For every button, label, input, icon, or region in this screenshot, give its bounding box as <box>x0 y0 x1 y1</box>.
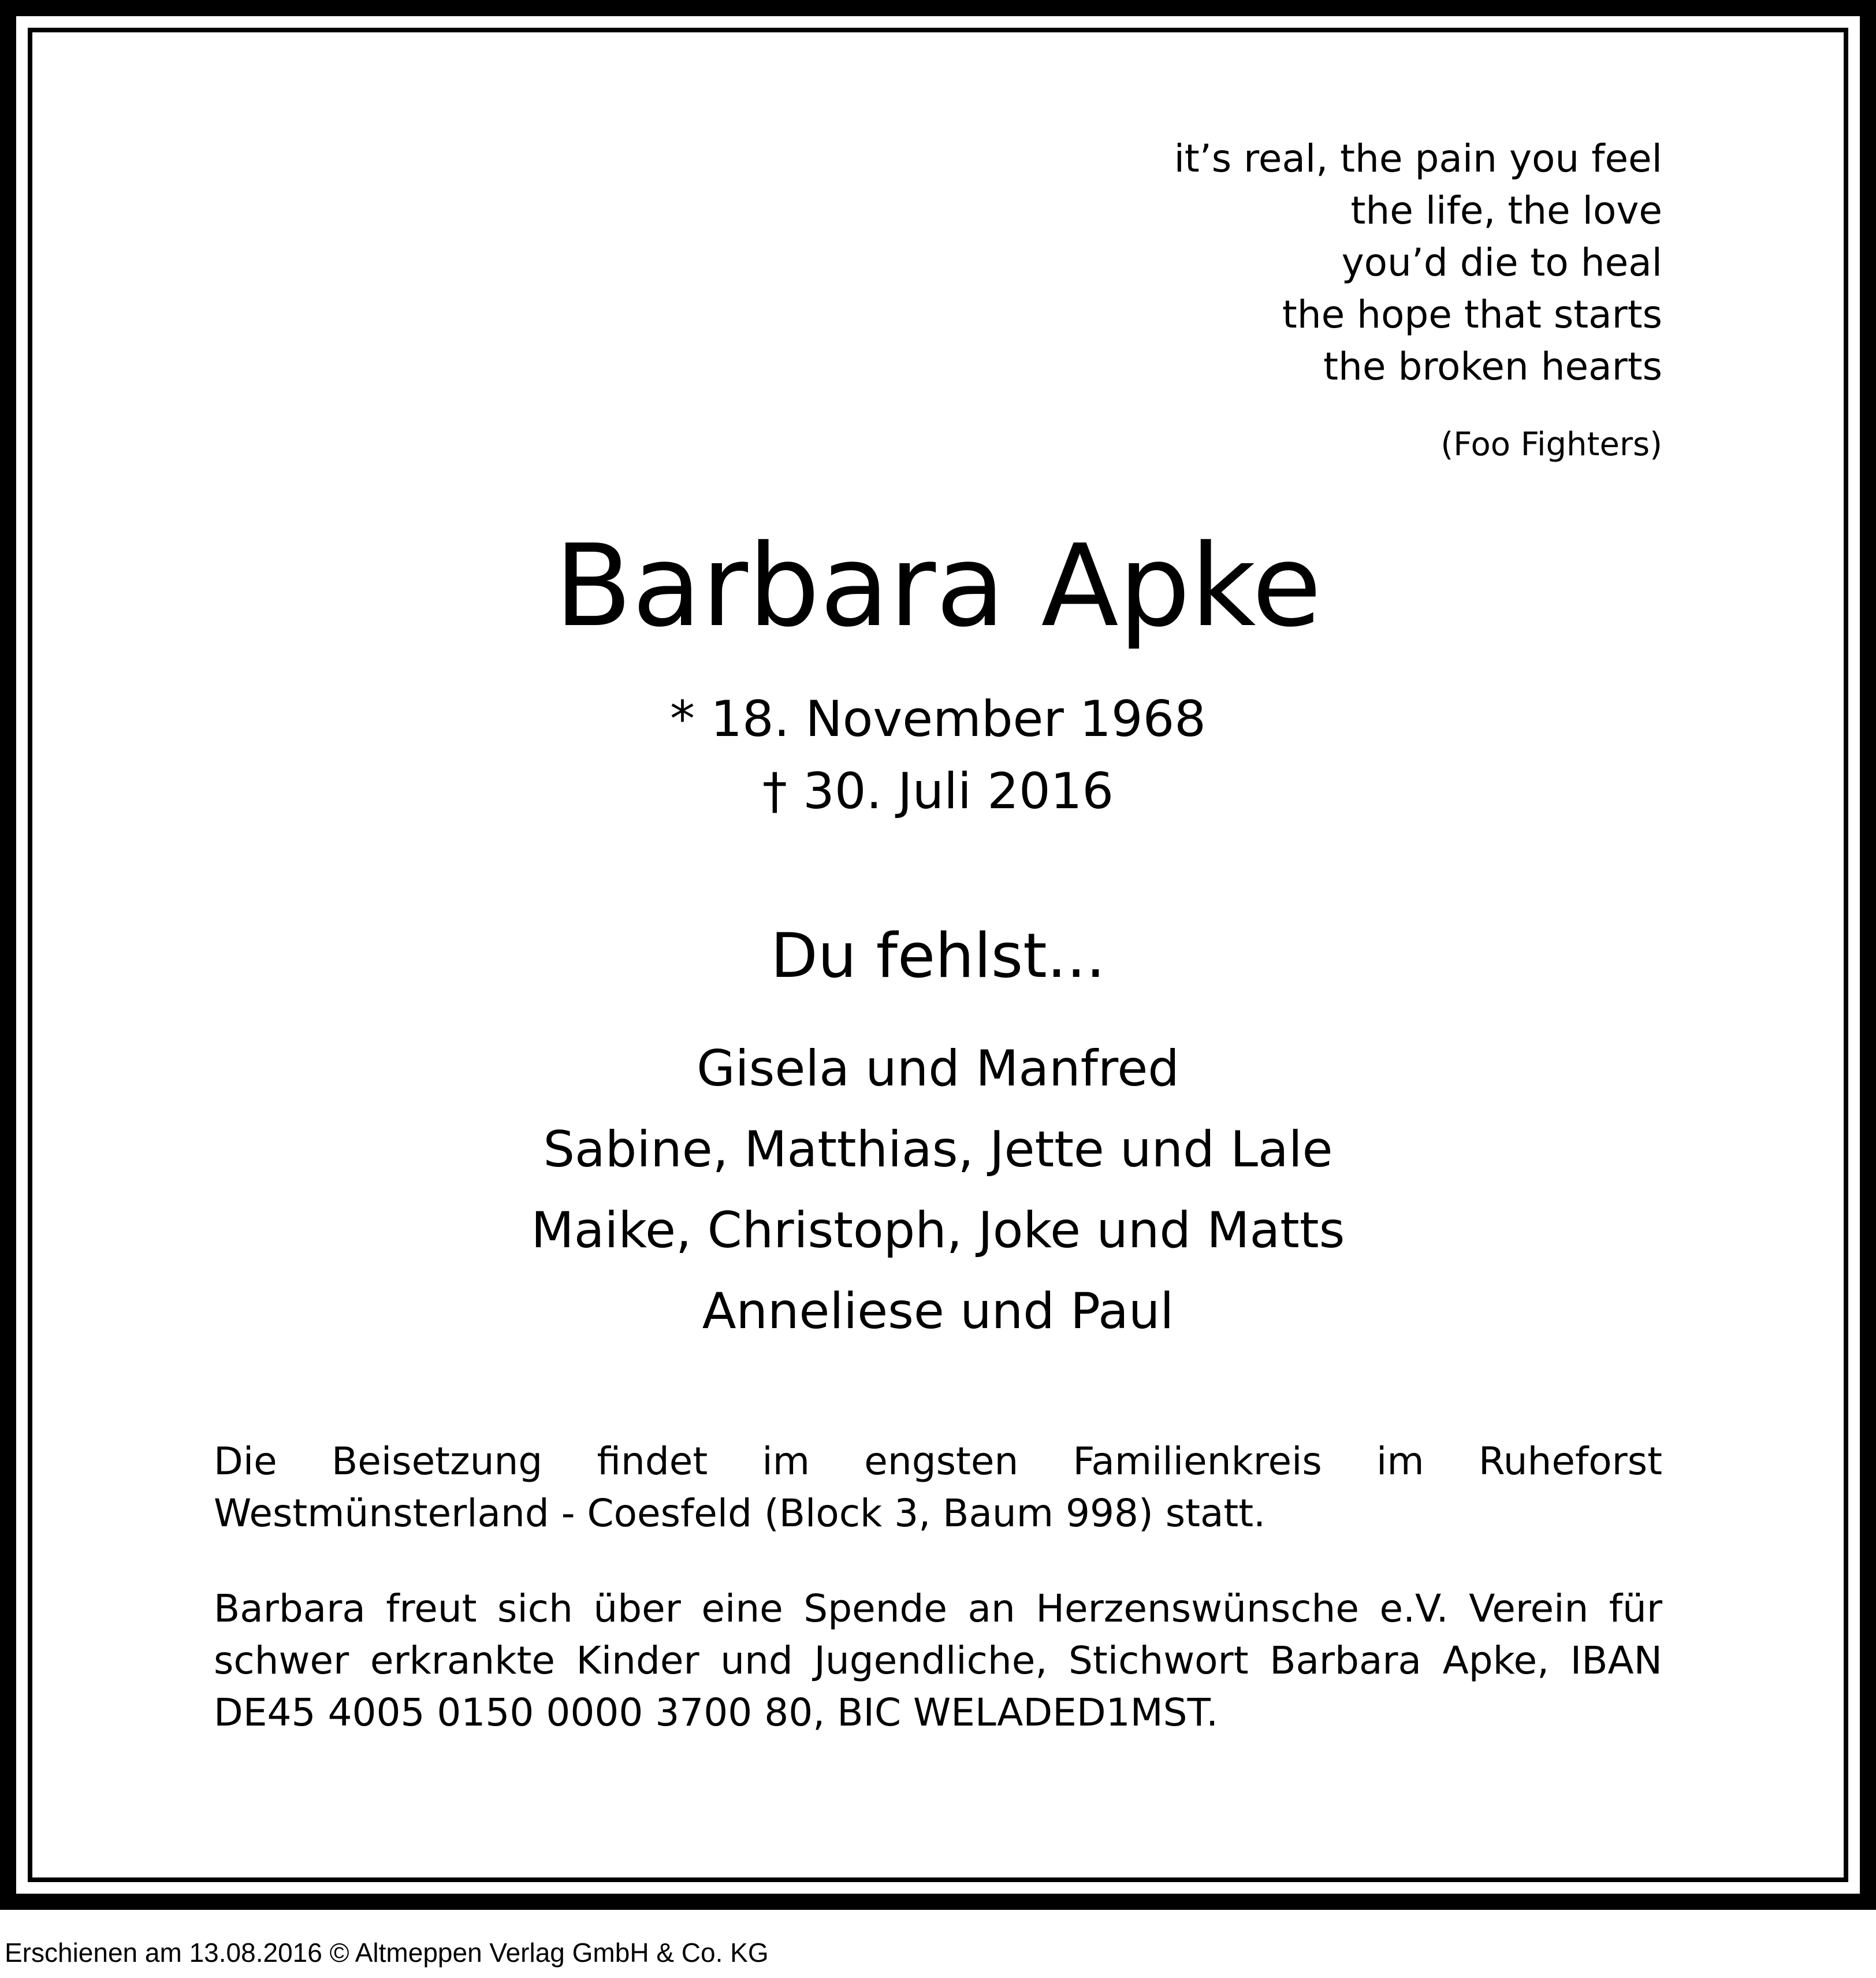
publication-credit: Erschienen am 13.08.2016 © Altmeppen Verlag GmbH & Co. KG <box>5 1938 769 1968</box>
poem-quote <box>1174 133 1662 393</box>
birth-date: * 18. November 1968 <box>669 690 1207 748</box>
mourner-line: Sabine, Matthias, Jette und Lale <box>543 1121 1333 1178</box>
mourner-line: Gisela und Manfred <box>697 1040 1179 1098</box>
mourner-line: Anneliese und Paul <box>702 1282 1174 1340</box>
poem-line: the broken hearts <box>1323 344 1662 389</box>
poem-line: the hope that starts <box>1282 292 1662 337</box>
death-date: † 30. Juli 2016 <box>762 763 1114 820</box>
poem-line: it’s real, the pain you feel <box>1174 136 1662 181</box>
poem-line: the life, the love <box>1350 188 1662 233</box>
mourners-list <box>0 1028 1876 1352</box>
funeral-notice: Die Beisetzung findet im engsten Familienkreis im Ruheforst Westmünsterland - Coesfeld (Block 3, Baum 998) statt. <box>214 1439 1662 1535</box>
donation-notice: Barbara freut sich über eine Spende an Herzenswünsche e.V. Verein für schwer erkrankte Kinder und Jugendliche, Stichwort Barbara Apke, IBAN DE45 4005 0150 0000 3700 80, BIC WELADED1MST. <box>214 1586 1662 1735</box>
poem-source: (Foo Fighters) <box>1440 426 1662 463</box>
mourner-line: Maike, Christoph, Joke und Matts <box>531 1202 1345 1259</box>
farewell-line: Du fehlst... <box>770 920 1106 991</box>
deceased-name: Barbara Apke <box>554 520 1322 652</box>
poem-line: you’d die to heal <box>1341 240 1662 285</box>
